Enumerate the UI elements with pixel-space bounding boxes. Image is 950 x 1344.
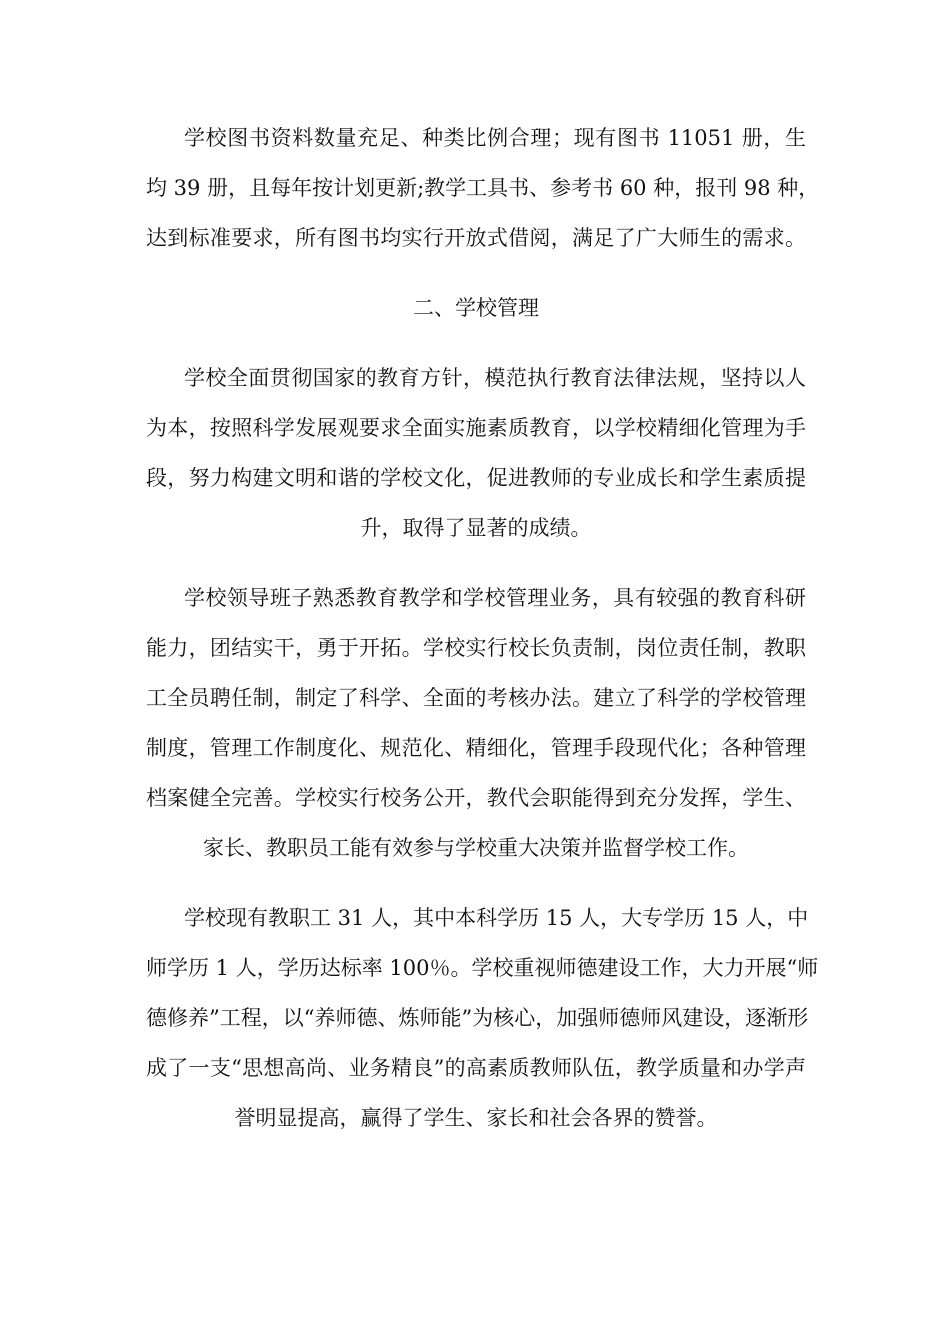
text-line: 段，努力构建文明和谐的学校文化，促进教师的专业成长和学生素质提 [146, 466, 806, 490]
text-line: 能力，团结实干，勇于开拓。学校实行校长负责制，岗位责任制，教职 [146, 636, 806, 660]
text-line: 升，取得了显著的成绩。 [360, 516, 592, 540]
text-line: 达到标准要求，所有图书均实行开放式借阅，满足了广大师生的需求。 [146, 226, 806, 250]
text-line: 为本，按照科学发展观要求全面实施素质教育，以学校精细化管理为手 [146, 416, 806, 440]
text-line: 成了一支“思想高尚、业务精良”的高素质教师队伍，教学质量和办学声 [146, 1056, 806, 1080]
text-line: 师学历 1 人，学历达标率 100％。学校重视师德建设工作，大力开展“师 [146, 956, 819, 980]
text-line: 德修养”工程，以“养师德、炼师能”为核心，加强师德师风建设，逐渐形 [146, 1006, 809, 1030]
text-line: 均 39 册，且每年按计划更新;教学工具书、参考书 60 种，报刊 98 种， [146, 176, 820, 200]
text-line: 誉明显提高，赢得了学生、家长和社会各界的赞誉。 [234, 1106, 718, 1130]
text-line: 学校图书资料数量充足、种类比例合理；现有图书 11051 册，生 [184, 126, 806, 150]
section-heading: 二、学校管理 [413, 296, 539, 320]
text-line: 工全员聘任制，制定了科学、全面的考核办法。建立了科学的学校管理 [146, 686, 806, 710]
text-line: 学校全面贯彻国家的教育方针，模范执行教育法律法规，坚持以人 [184, 366, 806, 390]
text-line: 制度，管理工作制度化、规范化、精细化，管理手段现代化；各种管理 [146, 736, 806, 760]
text-line: 学校现有教职工 31 人，其中本科学历 15 人，大专学历 15 人，中 [184, 906, 809, 930]
text-line: 档案健全完善。学校实行校务公开，教代会职能得到充分发挥，学生、 [146, 786, 806, 810]
text-line: 家长、教职员工能有效参与学校重大决策并监督学校工作。 [203, 836, 749, 860]
text-line: 学校领导班子熟悉教育教学和学校管理业务，具有较强的教育科研 [184, 586, 806, 610]
